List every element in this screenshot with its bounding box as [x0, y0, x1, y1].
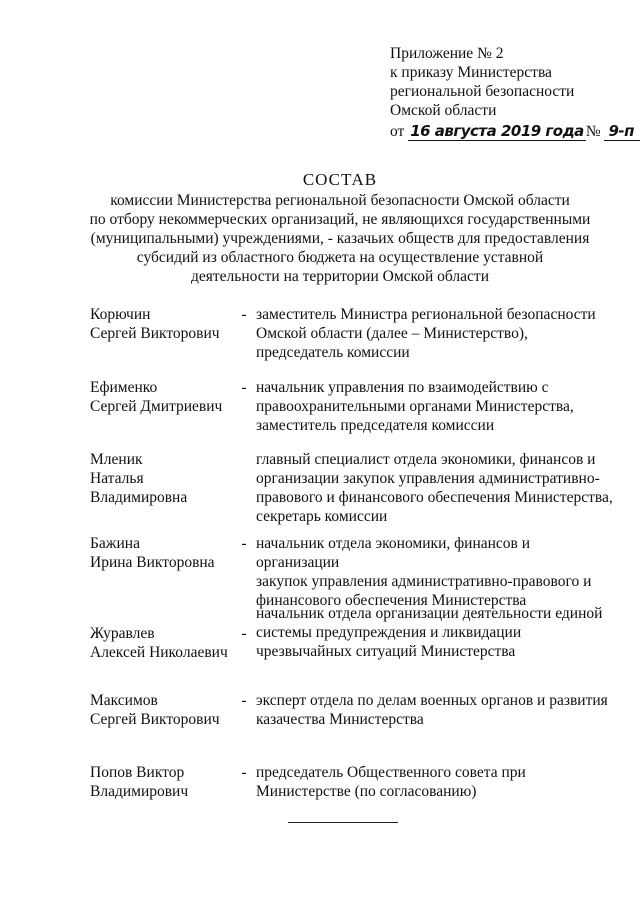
document-title: [60, 170, 620, 286]
member-name: Максимов Сергей Викторович: [90, 692, 220, 728]
member-dash: -: [241, 535, 247, 552]
date-prefix: от: [390, 123, 405, 140]
member-dash: -: [241, 692, 247, 709]
member-name: Журавлев Алексей Николаевич: [90, 625, 228, 661]
appendix-number: Приложение № 2: [390, 45, 504, 62]
member-dash: -: [241, 306, 247, 323]
member-position: начальник отдела экономики, финансов и организации закупок управления административно-правового и финансового обеспечения Министерства: [256, 535, 592, 609]
member-position: эксперт отдела по делам военных органов и развития казачества Министерства: [256, 692, 608, 728]
member-name: Мленик Наталья Владимировна: [90, 451, 188, 506]
title-line: по отбору некоммерческих организаций, не являющихся государственными: [89, 211, 591, 228]
appendix-order-ref: к приказу Министерства: [390, 64, 552, 81]
member-name: Ефименко Сергей Дмитриевич: [90, 379, 223, 415]
member-position: главный специалист отдела экономики, финансов и организации закупок управления административно- правового и финансового обеспечения Министерства, секретарь комиссии: [256, 451, 613, 525]
title-line: субсидий из областного бюджета на осуществление уставной: [136, 249, 544, 266]
closing-rule: [288, 822, 398, 823]
member-name: Бажина Ирина Викторовна: [90, 535, 215, 571]
member-dash: -: [241, 764, 247, 781]
member-name: Корючин Сергей Викторович: [90, 306, 220, 342]
handwritten-order-number: 9-п: [604, 123, 640, 141]
title-heading: СОСТАВ: [302, 170, 378, 189]
number-prefix: №: [585, 123, 601, 140]
member-position: заместитель Министра региональной безопасности Омской области (далее – Министерство), председатель комиссии: [256, 306, 596, 361]
appendix-header: [390, 44, 640, 141]
member-dash: -: [241, 379, 247, 396]
member-name: Попов Виктор Владимирович: [90, 764, 189, 800]
member-position: начальник управления по взаимодействию с правоохранительными органами Министерства, заместитель председателя комиссии: [256, 379, 574, 434]
title-line: (муниципальными) учреждениями, - казачьих обществ для предоставления: [90, 230, 590, 247]
handwritten-date: 16 августа 2019 года: [410, 122, 584, 140]
title-line: комиссии Министерства региональной безопасности Омской области: [110, 192, 570, 209]
member-dash: -: [241, 625, 247, 642]
appendix-ministry: региональной безопасности: [390, 83, 575, 100]
appendix-region: Омской области: [390, 102, 497, 119]
order-date-line: [390, 122, 640, 141]
member-position: начальник отдела организации деятельности единой системы предупреждения и ликвидации чрезвычайных ситуаций Министерства: [256, 605, 603, 660]
member-position: председатель Общественного совета при Министерстве (по согласованию): [256, 764, 526, 800]
title-line: деятельности на территории Омской области: [191, 268, 489, 285]
